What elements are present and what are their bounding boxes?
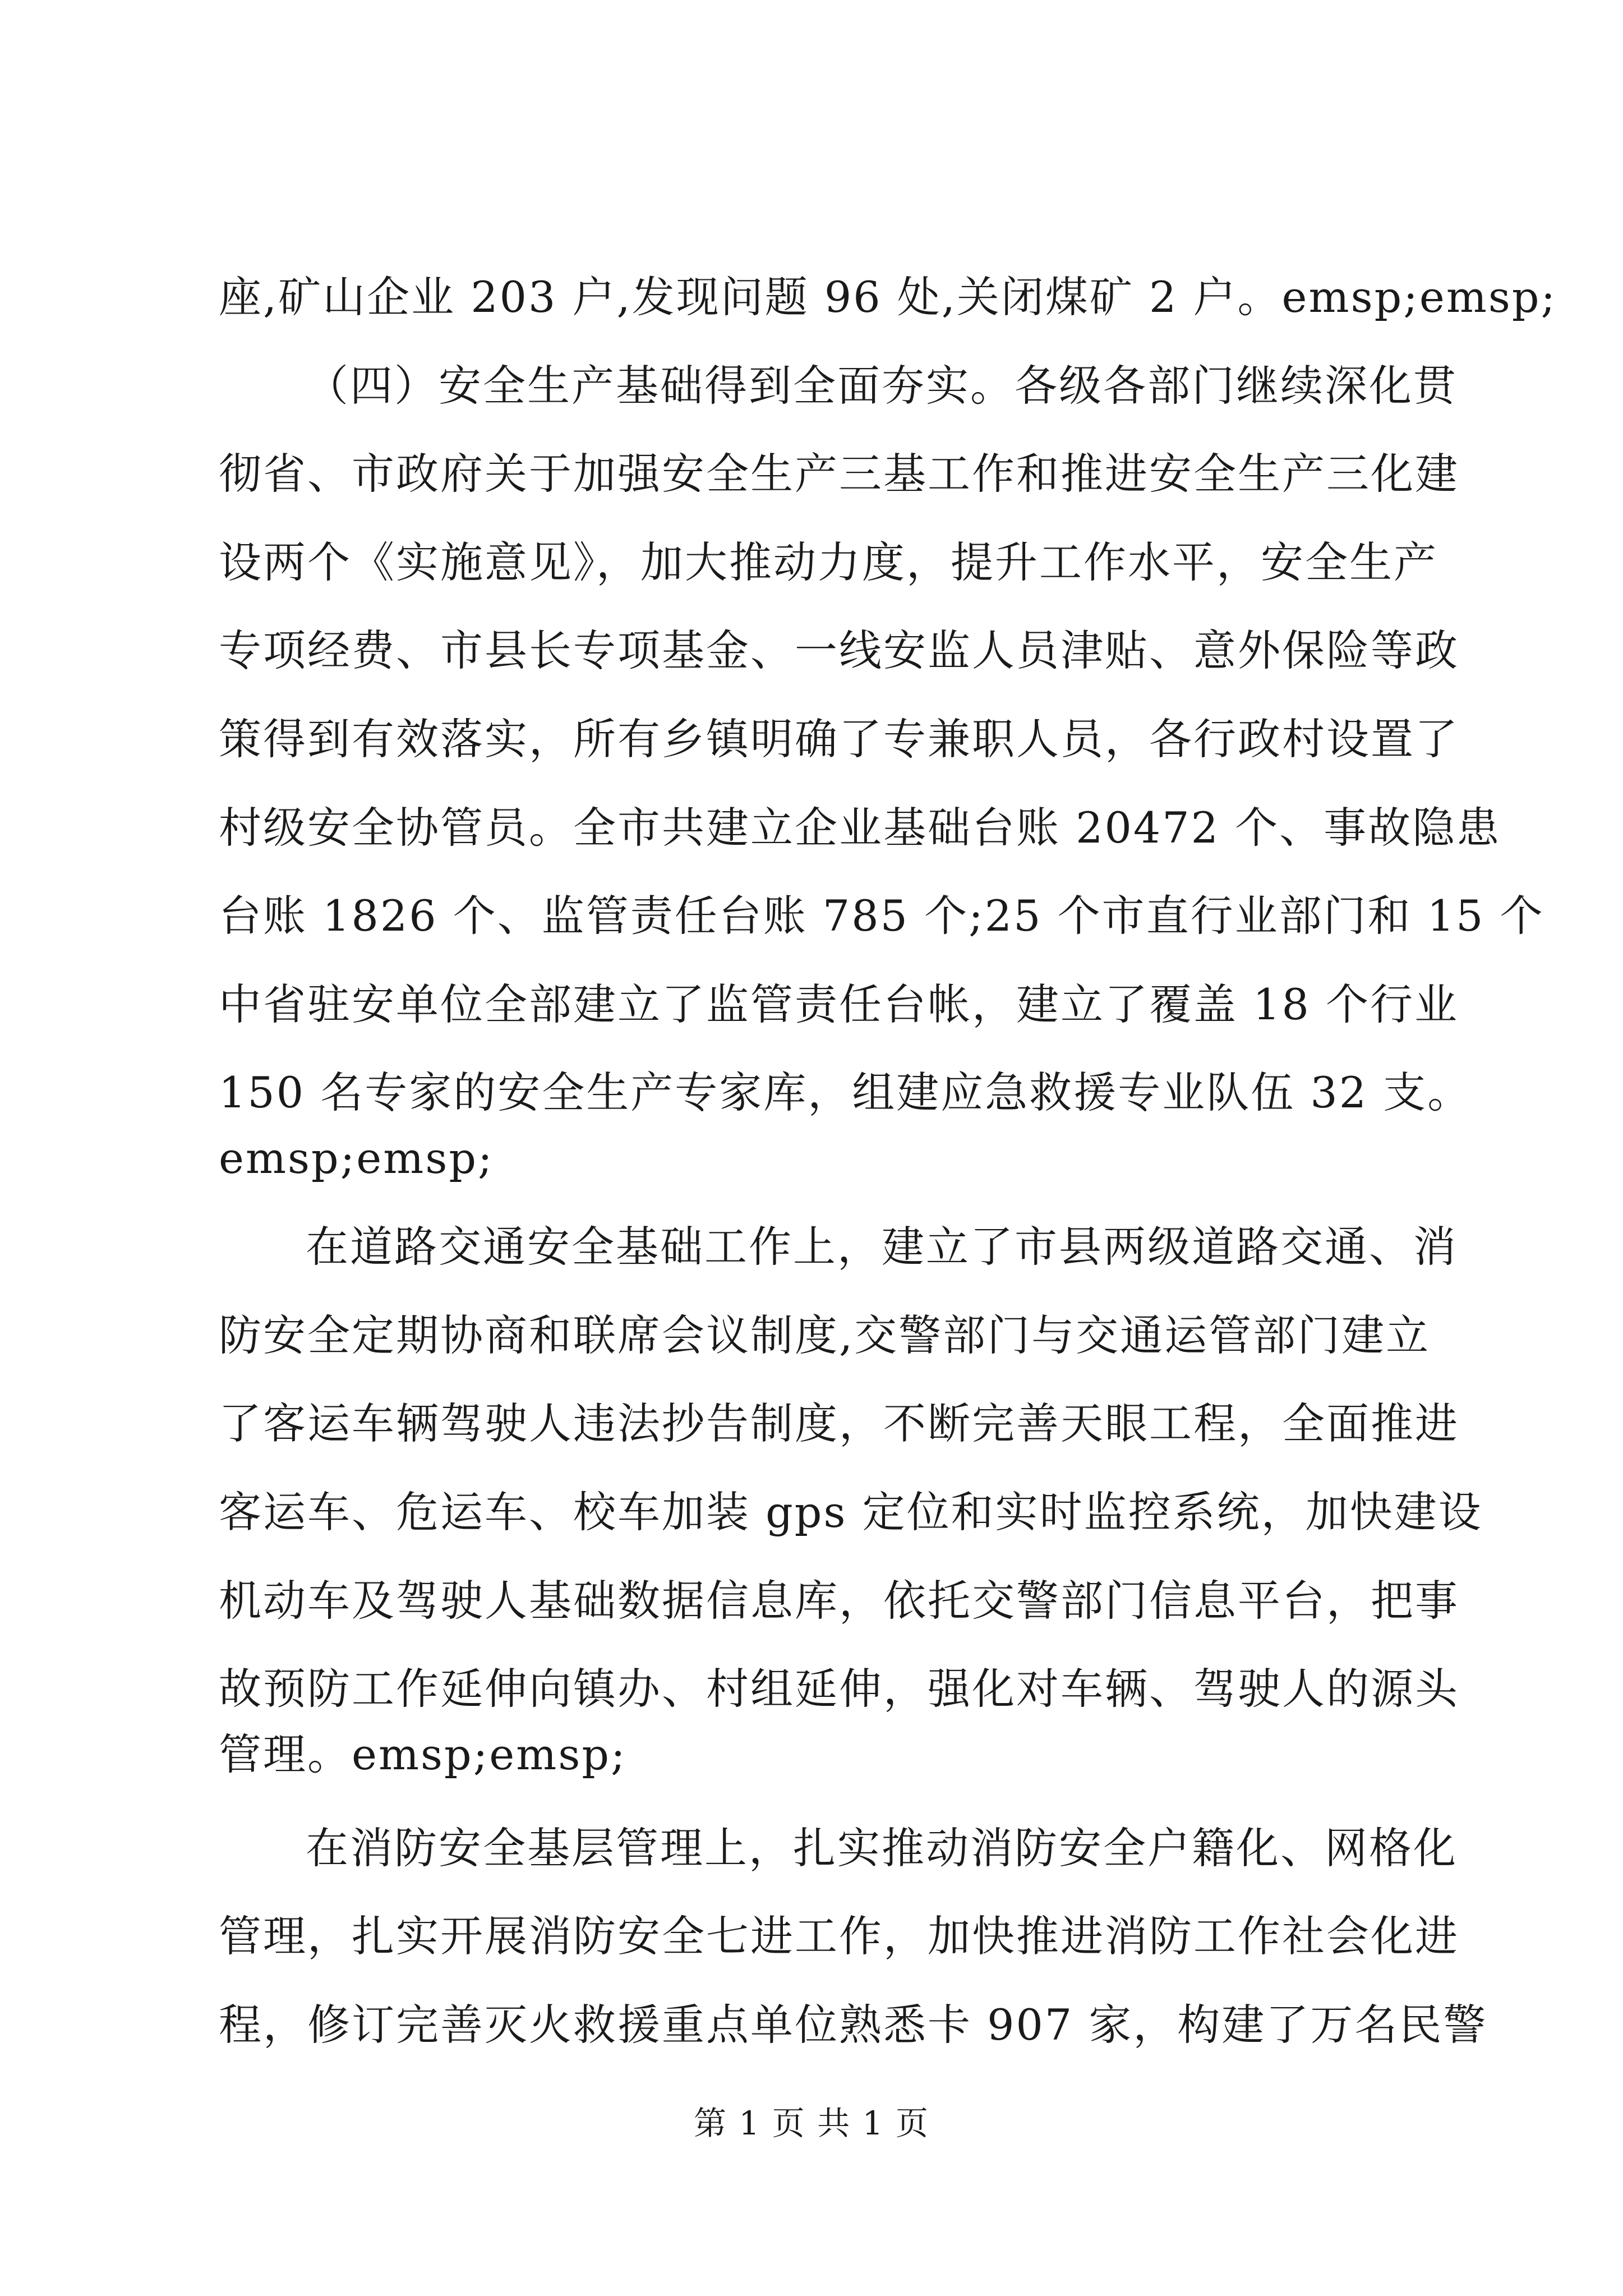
text-line: 在消防安全基层管理上，扎实推动消防安全户籍化、网格化 (306, 1823, 1458, 1873)
text-line: 管理。emsp;emsp; (219, 1729, 627, 1779)
page-footer: 第 1 页 共 1 页 (694, 2104, 929, 2142)
text-line: 彻省、市政府关于加强安全生产三基工作和推进安全生产三化建 (219, 449, 1459, 499)
text-line: 中省驻安单位全部建立了监管责任台帐，建立了覆盖 18 个行业 (219, 979, 1459, 1029)
text-line: 策得到有效落实，所有乡镇明确了专兼职人员，各行政村设置了 (219, 714, 1459, 764)
text-line: 了客运车辆驾驶人违法抄告制度，不断完善天眼工程，全面推进 (219, 1398, 1459, 1448)
text-line: 设两个《实施意见》，加大推动力度，提升工作水平，安全生产 (219, 537, 1438, 587)
text-line: 台账 1826 个、监管责任台账 785 个;25 个市直行业部门和 15 个 (219, 891, 1544, 941)
text-line: （四）安全生产基础得到全面夯实。各级各部门继续深化贯 (306, 361, 1458, 411)
text-line: 故预防工作延伸向镇办、村组延伸，强化对车辆、驾驶人的源头 (219, 1664, 1459, 1714)
text-line: 管理，扎实开展消防安全七进工作，加快推进消防工作社会化进 (219, 1911, 1459, 1961)
text-line: 村级安全协管员。全市共建立企业基础台账 20472 个、事故隐患 (219, 803, 1501, 853)
text-line: 客运车、危运车、校车加装 gps 定位和实时监控系统，加快建设 (219, 1487, 1483, 1537)
text-line: 在道路交通安全基础工作上，建立了市县两级道路交通、消 (306, 1222, 1458, 1272)
text-line: 专项经费、市县长专项基金、一线安监人员津贴、意外保险等政 (219, 625, 1459, 675)
text-line: 程，修订完善灭火救援重点单位熟悉卡 907 家，构建了万名民警 (219, 2000, 1488, 2050)
text-line: 150 名专家的安全生产专家库，组建应急救援专业队伍 32 支。 (219, 1068, 1472, 1117)
text-line: 座,矿山企业 203 户,发现问题 96 处,关闭煤矿 2 户。emsp;emsp; (219, 272, 1557, 322)
text-line: 机动车及驾驶人基础数据信息库，依托交警部门信息平台，把事 (219, 1576, 1459, 1626)
text-line: 防安全定期协商和联席会议制度,交警部门与交通运管部门建立 (219, 1310, 1431, 1360)
text-line: emsp;emsp; (219, 1133, 494, 1183)
